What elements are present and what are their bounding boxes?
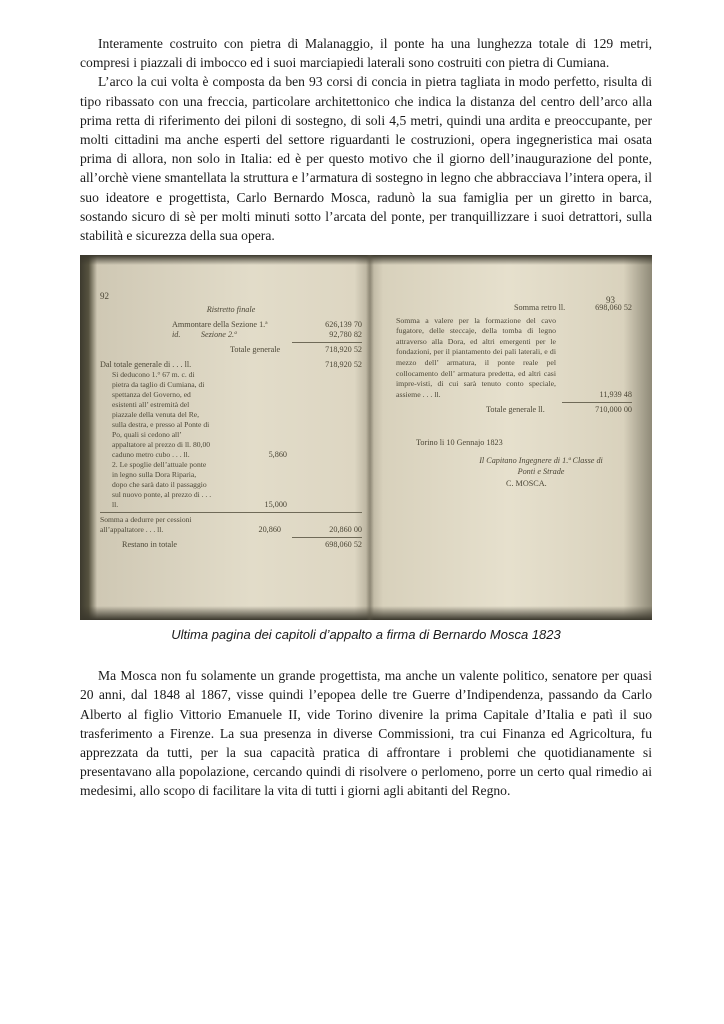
paragraph-arch: L’arco la cui volta è composta da ben 93 corsi di concia in pietra tagliata in modo perfetto, risulta di tipo ribassato con una freccia, particolare architettonico che indica la distanza del centro dell’arco alla prima retta di riferimento dei piloni di sostegno, di soli 4,5 metri, quindi una ardita e preoccupante, per molti cittadini ma anche esperti del settore riguardanti le costruzioni, opera ingegneristica mai osata prima di allora, non solo in Italia: ed è per questo motivo che il giorno dell’inaugurazione del ponte, all’orchè viene smantellata la struttura e l’armatura di sostegno in legno che abbracciava l’intera opera, il suo ideatore e progettista, Carlo Bernardo Mosca, radunò la sua famiglia per un giretto in barca, sostando sicuro di sè per molti minuti sotto l’arcata del ponte, per tranquillizzare i suoi detrattori, sulla stabilità e sicurezza della sua opera. <box>80 74 652 244</box>
ledger-line: id. Sezione 2.ª 92,780 82 <box>172 330 362 340</box>
signature-name: C. MOSCA. <box>506 479 547 489</box>
ledger-line: Dal totale generale di . . . ll. 718,920 52 <box>100 359 362 369</box>
paragraph-politics: Ma Mosca non fu solamente un grande progettista, ma anche un valente politico, senatore per quasi 20 anni, dal 1848 al 1867, visse quindi l’epopea delle tre Guerre d’Indipendenza, passando da Carlo Alberto al figlio Vittorio Emanuele II, vide Torino divenire la prima Capitale d’Italia e patì il suo trasferimento a Firenze. La sua presenza in diverse Commissioni, tra cui Finanza ed Agricoltura, fu apprezzata da tutti, per la sua capacità pratica di affrontare i problemi che quotidianamente si presentavano alla popolazione, cercando quindi di risolvere o perlomeno, porre un certo qual rimedio ai medesimi, allo scopo di facilitare la vita di tutti i giorni agli abitanti del Regno. <box>80 668 652 799</box>
deduction-bridge: 2. Le spoglie dell’attuale ponte in legno sulla Dora Riparia, dopo che sarà dato il passaggio sul nuovo ponte, al prezzo di . . . ll. 15,000 <box>112 460 287 510</box>
works-sum: Somma a valere per la formazione del cavo fugatore, delle steccaje, della tomba di legno attraverso alla Dora, ed altri emergenti per le fondazioni, per il piantamento dei pali laterali, e di mezzo dell’ armatura, il ponte reale pel collocamento dell’ armatura predetta, ed altri casi impre-visti, di cui sarà tenuto conto speciale, assieme . . . ll. 11,939 48 <box>396 315 632 399</box>
signature-date: Torino li 10 Gennajo 1823 <box>416 437 503 447</box>
signature-title: Il Capitano Ingegnere di 1.ª Classe di Ponti e Strade <box>479 456 603 476</box>
ledger-line: Totale generale 718,920 52 <box>230 345 362 355</box>
cession-total: Somma a dedurre per cessioni all’appaltatore . . . ll. 20,860 20,860 00 <box>100 515 362 535</box>
grand-total: Totale generale ll. 710,000 00 <box>486 405 632 415</box>
carried-sum: Somma retro ll. 698,060 52 <box>514 303 632 313</box>
ledger-line: Ammontare della Sezione 1.ª 626,139 70 <box>172 319 362 329</box>
book-gutter <box>366 255 374 620</box>
photo-caption: Ultima pagina dei capitoli d’appalto a firma di Bernardo Mosca 1823 <box>171 627 561 643</box>
signature-block <box>396 438 632 490</box>
left-page-number: 92 <box>100 291 109 302</box>
document-page <box>80 34 652 801</box>
deduction-stone: Si deducono 1.° 67 m. c. di pietra da taglio di Cumiana, di spettanza del Governo, ed esistenti all’ estremità del piazzale della venuta del Re, sulla destra, e presso al Ponte di Po, quali si cedono all’ appaltatore al prezzo di ll. 80,00 caduno metro cubo . . . ll. 5,860 <box>112 370 287 460</box>
remaining-total: Restano in totale 698,060 52 <box>122 540 362 550</box>
left-page-heading: Ristretto finale <box>206 305 256 315</box>
right-page <box>396 303 632 489</box>
paragraph-materials: Interamente costruito con pietra di Malanaggio, il ponte ha una lunghezza totale di 129 metri, compresi i piazzali di imbocco ed i suoi marciapiedi laterali sono costruiti con pietra di Cumiana. <box>80 36 652 71</box>
left-page <box>100 305 362 550</box>
right-page-number: 93 <box>606 295 615 306</box>
book-photo <box>80 255 652 620</box>
